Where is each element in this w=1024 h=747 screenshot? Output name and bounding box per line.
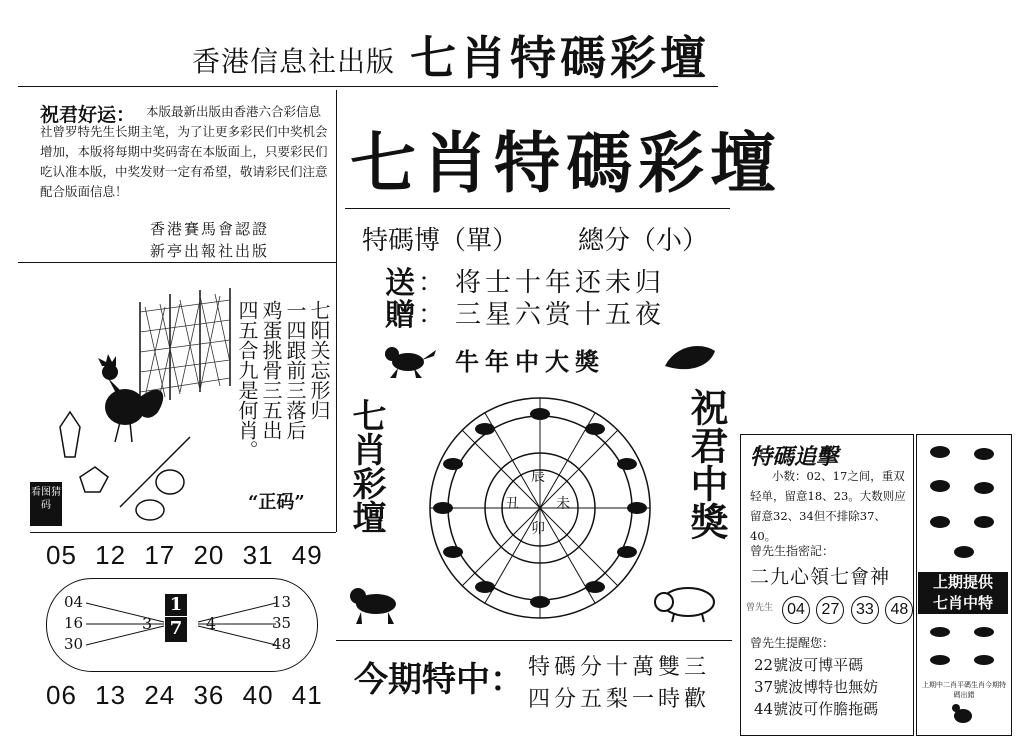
zhuiji-tip-2: 37號波博特也無妨 bbox=[754, 678, 879, 696]
zhuiji-text: 小数：02、17之间，重双轻单，留意18、23。大数则应留意32、34但不排除37、40。 bbox=[750, 469, 906, 543]
zhuiji-tip-1: 22號波可博平碼 bbox=[754, 656, 864, 674]
oval-left-inner: 3 bbox=[142, 614, 153, 633]
cert-line-1: 香港賽馬會認證 bbox=[150, 220, 270, 238]
number-bottom-5: 40 bbox=[242, 680, 274, 710]
zhuiji-number-1: 04 bbox=[782, 596, 810, 624]
jinqi-rule bbox=[336, 640, 732, 641]
pig-icon bbox=[650, 580, 720, 624]
oval-left-2: 16 bbox=[64, 614, 84, 632]
zodiac-animals-bottom bbox=[922, 620, 1006, 676]
zhuiji-heading-2: 曾先生提醒您： bbox=[750, 636, 835, 650]
oval-right-1: 13 bbox=[272, 593, 292, 611]
zhuiji-title: 特碼追擊 bbox=[750, 444, 839, 469]
send-line-2: 三星六赏十五夜 bbox=[455, 300, 666, 330]
oval-center-bottom: 7 bbox=[169, 618, 183, 639]
header-rule bbox=[18, 86, 718, 87]
zhuiji-number-3: 33 bbox=[851, 596, 879, 624]
numbers-top bbox=[46, 540, 323, 571]
zhujun-text: 祝君中獎 bbox=[684, 388, 729, 540]
notice-heading: 祝君好运： bbox=[40, 105, 136, 126]
shangqi-badge bbox=[918, 572, 1008, 614]
jinqi-label: 今期特中： bbox=[354, 660, 524, 700]
send-label-1: 送 bbox=[385, 266, 415, 301]
oval-right-numbers bbox=[272, 592, 291, 655]
number-bottom-4: 36 bbox=[193, 680, 225, 710]
number-top-4: 20 bbox=[193, 540, 225, 570]
oval-right-2: 35 bbox=[272, 614, 292, 632]
oval-left-numbers bbox=[64, 592, 83, 655]
number-top-6: 49 bbox=[291, 540, 323, 570]
wheel-center-top: 辰 bbox=[531, 469, 545, 485]
jinqi-line-2: 四分五梨一時歡 bbox=[528, 687, 711, 712]
zhuiji-number-label: 曾先生 bbox=[746, 603, 774, 613]
publisher: 香港信息社出版 bbox=[192, 45, 396, 78]
poem-col-2: 一四跟前三落后 bbox=[283, 300, 307, 440]
wheel-center-bottom: 卯 bbox=[531, 521, 545, 537]
rooster-small-icon bbox=[948, 702, 978, 726]
wheel-center-left: 丑 bbox=[505, 496, 519, 512]
title-rule bbox=[345, 208, 730, 209]
bird-icon bbox=[660, 336, 720, 376]
notice-body: 本版最新出版由香港六合彩信息社曾罗特先生长期主笔，为了让更多彩民们中奖机会增加，本版将每期中奖码寄在本版面上，只要彩民们吃认准本版，中奖发财一定有希望，敬请彩民们注意配合版面信息！ bbox=[40, 104, 328, 199]
tiger-icon bbox=[346, 578, 406, 626]
tema-text-1: 特碼博（單） bbox=[362, 226, 519, 256]
zhuiji-number-2: 27 bbox=[816, 596, 844, 624]
zhuiji-tips bbox=[754, 654, 878, 720]
poem-col-1: 七阳关忘形归 bbox=[307, 300, 331, 420]
oval-center-box bbox=[165, 594, 187, 642]
shangqi-line-1: 上期提供 bbox=[932, 573, 993, 591]
jinqi-line-1: 特碼分十萬雙三 bbox=[528, 655, 711, 680]
numbers-bottom bbox=[46, 680, 323, 711]
title-small: 七肖特碼彩壇 bbox=[410, 31, 710, 85]
zhuiji-line: 二九心領七會神 bbox=[750, 566, 891, 588]
poem-signature: “正码” bbox=[248, 492, 305, 513]
cert-line-2: 新亭出報社出版 bbox=[150, 242, 270, 260]
poem-col-4: 四五合九是何肖。 bbox=[235, 300, 259, 460]
zodiac-animals-top bbox=[922, 440, 1006, 568]
zhuiji-number-4: 48 bbox=[885, 596, 913, 624]
send-line-1: 将士十年还未归 bbox=[455, 268, 666, 298]
zhuiji-tip-3: 44號波可作膽拖碼 bbox=[754, 700, 879, 718]
qixiao-text: 七肖彩壇 bbox=[346, 398, 386, 534]
title-large: 七肖特碼彩壇 bbox=[350, 124, 782, 202]
zhuiji-numbers bbox=[782, 596, 915, 624]
sidebar-tag-text: 看图猜码 bbox=[31, 487, 61, 511]
shangqi-note: 上期中二肖平碼生肖今期特碼出錯 bbox=[922, 681, 1006, 699]
oval-center-top: 1 bbox=[165, 594, 187, 617]
wheel-center-right: 未 bbox=[556, 496, 570, 512]
niunian-text: 牛年中大獎 bbox=[455, 347, 605, 376]
monkey-icon bbox=[378, 340, 438, 380]
numbers-panel-rule bbox=[30, 532, 336, 533]
tema-text-2: 總分（小） bbox=[578, 226, 709, 256]
number-top-2: 12 bbox=[95, 540, 127, 570]
number-bottom-6: 41 bbox=[291, 680, 323, 710]
number-top-3: 17 bbox=[144, 540, 176, 570]
shangqi-line-2: 七肖中特 bbox=[932, 594, 993, 612]
number-bottom-1: 06 bbox=[46, 680, 77, 710]
zhuiji-heading-1: 曾先生指密記： bbox=[750, 544, 835, 558]
oval-left-3: 30 bbox=[64, 635, 84, 653]
rooster-illustration bbox=[40, 282, 240, 522]
oval-left-1: 04 bbox=[64, 593, 84, 611]
oval-right-inner: 4 bbox=[206, 614, 217, 633]
send-label-2: 贈 bbox=[385, 298, 415, 333]
send-colon-2: ： bbox=[418, 300, 445, 330]
number-bottom-3: 24 bbox=[144, 680, 176, 710]
zodiac-wheel bbox=[405, 384, 675, 632]
send-colon-1: ： bbox=[418, 268, 445, 298]
oval-right-3: 48 bbox=[272, 635, 292, 653]
poem-col-3: 鸡蛋挑骨三五出 bbox=[259, 300, 283, 440]
number-top-1: 05 bbox=[46, 540, 77, 570]
number-bottom-2: 13 bbox=[95, 680, 127, 710]
number-top-5: 31 bbox=[242, 540, 274, 570]
